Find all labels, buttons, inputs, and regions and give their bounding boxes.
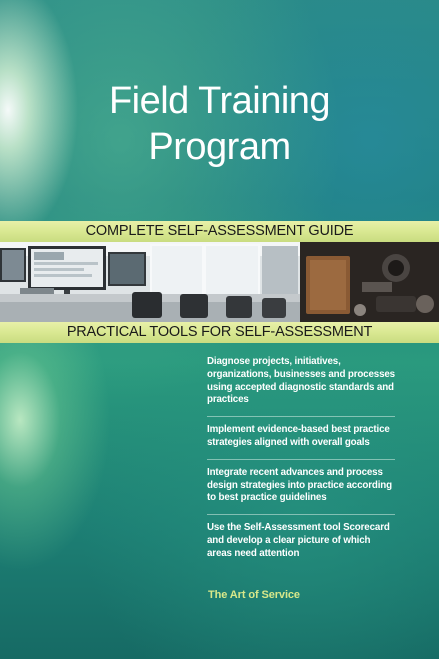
feature-item: Use the Self-Assessment tool Scorecard and develop a clear picture of which areas need attention	[207, 522, 390, 559]
band-practical-tools: PRACTICAL TOOLS FOR SELF-ASSESSMENT	[0, 322, 439, 343]
band-complete-guide: COMPLETE SELF-ASSESSMENT GUIDE	[0, 221, 439, 242]
office-photo-strip	[0, 242, 439, 322]
title-line-2: Program	[148, 126, 291, 168]
laptop	[20, 288, 54, 294]
chair-4	[262, 298, 286, 318]
keys	[354, 304, 366, 316]
chair-1	[132, 292, 162, 318]
coffee-cup	[416, 295, 434, 313]
feature-item: Integrate recent advances and process design strategies into practice according to best practice guidelines	[207, 467, 395, 515]
glasses-case	[376, 296, 416, 312]
feature-list	[207, 356, 395, 577]
phone	[362, 282, 392, 292]
feature-item: Diagnose projects, initiatives, organizations, businesses and processes using accepted diagnostic standards and practices	[207, 356, 395, 417]
chair-3	[226, 296, 252, 318]
office-photo-image	[0, 242, 439, 322]
cover-title	[0, 78, 439, 170]
feature-item: Implement evidence-based best practice strategies aligned with overall goals	[207, 424, 395, 460]
chair-2	[180, 294, 208, 318]
title-line-1: Field Training	[108, 80, 331, 122]
publisher-name: The Art of Service	[208, 589, 300, 601]
